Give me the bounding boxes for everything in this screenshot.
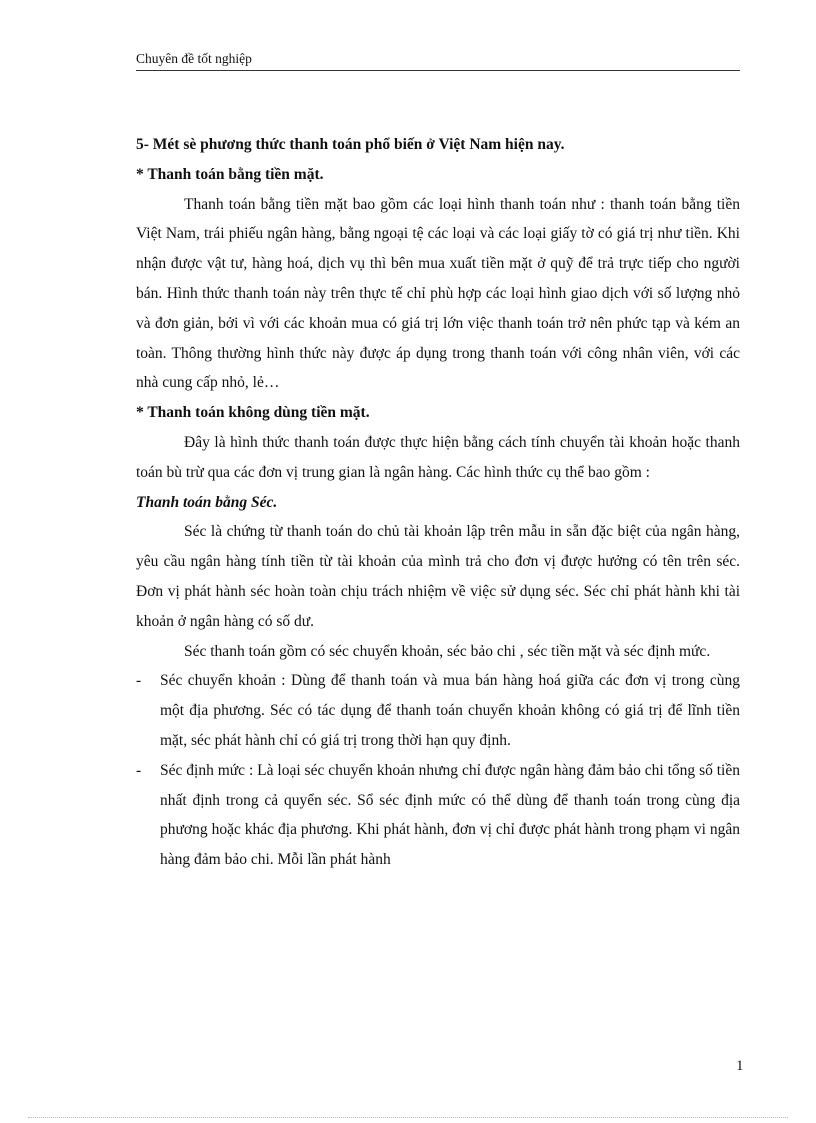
- paragraph-cash-payment: Thanh toán bằng tiền mặt bao gồm các loại hình thanh toán như : thanh toán bằng tiền Việt Nam, trái phiếu ngân hàng, bằng ngoại tệ các loại và các loại giấy tờ có giá trị như tiền. Khi nhận được vật tư, hàng hoá, dịch vụ thì bên mua xuất tiền mặt ở quỹ để trả trực tiếp cho người bán. Hình thức thanh toán này trên thực tế chỉ phù hợp các loại hình giao dịch với số lượng nhỏ và đơn giản, bởi vì với các khoản mua có giá trị lớn việc thanh toán trở nên phức tạp và kém an toàn. Thông thường hình thức này được áp dụng trong thanh toán với công nhân viên, với các nhà cung cấp nhỏ, lẻ…: [136, 195, 740, 392]
- bullet-dash: -: [136, 761, 142, 779]
- document-body: [136, 130, 740, 875]
- paragraph-cheque-types: Séc thanh toán gồm có séc chuyển khoản, séc bảo chi , séc tiền mặt và séc định mức.: [184, 642, 711, 660]
- subheading-cheque-payment: Thanh toán bằng Séc.: [136, 493, 278, 511]
- bullet-dash: -: [136, 672, 142, 690]
- list-item-text: Séc định mức : Là loại séc chuyển khoản nhưng chỉ được ngân hàng đảm bảo chi tổng số tiền nhất định trong cả quyển séc. Sổ séc định mức có thể dùng để thanh toán trong cùng địa phương hoặc khác địa phương. Khi phát hành, đơn vị chỉ được phát hành trong phạm vi ngân hàng đảm bảo chi. Mỗi lần phát hành: [160, 761, 740, 869]
- subheading-cash-payment: * Thanh toán bằng tiền mặt.: [136, 165, 324, 183]
- page-number: 1: [736, 1058, 744, 1074]
- list-item-limited-cheque: [136, 756, 740, 875]
- subheading-noncash-payment: * Thanh toán không dùng tiền mặt.: [136, 404, 370, 422]
- paragraph-cheque-definition: Séc là chứng từ thanh toán do chủ tài khoản lập trên mẫu in sẵn đặc biệt của ngân hàng, yêu cầu ngân hàng tính tiền từ tài khoản của mình trả cho đơn vị được hưởng có tên trên séc. Đơn vị phát hành séc hoàn toàn chịu trách nhiệm về việc sử dụng séc. Séc chỉ phát hành khi tài khoản ở ngân hàng có số dư.: [136, 523, 740, 630]
- section-heading: 5- Mét sè phương thức thanh toán phổ biến ở Việt Nam hiện nay.: [136, 136, 565, 153]
- list-item-text: Séc chuyển khoản : Dùng để thanh toán và mua bán hàng hoá giữa các đơn vị trong cùng một địa phương. Séc có tác dụng để thanh toán chuyển khoản không có giá trị để lĩnh tiền mặt, séc phát hành chỉ có giá trị trong thời hạn quy định.: [160, 672, 740, 749]
- page-bottom-divider: [28, 1117, 788, 1118]
- paragraph-noncash-payment: Đây là hình thức thanh toán được thực hiện bằng cách tính chuyển tài khoản hoặc thanh toán bù trừ qua các đơn vị trung gian là ngân hàng. Các hình thức cụ thể bao gồm :: [136, 433, 740, 481]
- page-header: Chuyên đề tốt nghiệp: [136, 50, 740, 71]
- list-item-transfer-cheque: [136, 666, 740, 755]
